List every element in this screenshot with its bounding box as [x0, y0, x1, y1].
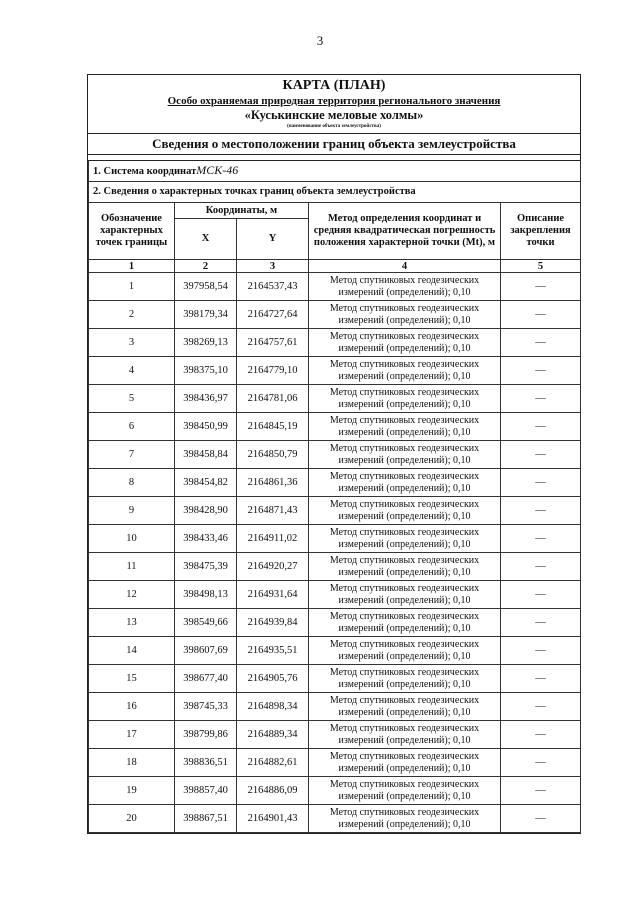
table-row: [89, 721, 581, 749]
y-coordinate-cell: 2164920,27: [237, 553, 309, 581]
description-cell: —: [501, 525, 581, 553]
description-cell: —: [501, 805, 581, 833]
table-row: [89, 301, 581, 329]
point-number-cell: 5: [89, 385, 175, 413]
y-coordinate-cell: 2164757,61: [237, 329, 309, 357]
point-number-cell: 19: [89, 777, 175, 805]
method-cell: Метод спутниковых геодезических измерений (определений); 0,10: [309, 385, 501, 413]
y-coordinate-cell: 2164886,09: [237, 777, 309, 805]
table-row: [89, 273, 581, 301]
y-coordinate-cell: 2164901,43: [237, 805, 309, 833]
x-coordinate-cell: 398454,82: [175, 469, 237, 497]
y-coordinate-cell: 2164889,34: [237, 721, 309, 749]
table-row: [89, 581, 581, 609]
description-cell: —: [501, 553, 581, 581]
description-cell: —: [501, 721, 581, 749]
coordinate-system-label: 1. Система координат: [93, 166, 197, 177]
point-number-cell: 3: [89, 329, 175, 357]
point-number-cell: 16: [89, 693, 175, 721]
method-cell: Метод спутниковых геодезических измерений (определений); 0,10: [309, 329, 501, 357]
y-coordinate-cell: 2164871,43: [237, 497, 309, 525]
method-cell: Метод спутниковых геодезических измерений (определений); 0,10: [309, 357, 501, 385]
table-row: [89, 441, 581, 469]
point-number-cell: 9: [89, 497, 175, 525]
page-number: 3: [316, 33, 324, 48]
point-number-cell: 6: [89, 413, 175, 441]
point-number-cell: 18: [89, 749, 175, 777]
header-designation: Обозначение характерных точек границы: [89, 203, 175, 260]
point-number-cell: 1: [89, 273, 175, 301]
y-coordinate-cell: 2164931,64: [237, 581, 309, 609]
method-cell: Метод спутниковых геодезических измерений (определений); 0,10: [309, 721, 501, 749]
header-coordinates: Координаты, м: [175, 203, 309, 219]
x-coordinate-cell: 398179,34: [175, 301, 237, 329]
header-row: [89, 203, 581, 219]
point-number-cell: 15: [89, 665, 175, 693]
table-row: [89, 609, 581, 637]
description-cell: —: [501, 497, 581, 525]
x-coordinate-cell: 398375,10: [175, 357, 237, 385]
coordinate-system-value: МСК-46: [196, 163, 239, 177]
point-number-cell: 12: [89, 581, 175, 609]
method-cell: Метод спутниковых геодезических измерений (определений); 0,10: [309, 497, 501, 525]
table-row: [89, 553, 581, 581]
method-cell: Метод спутниковых геодезических измерений (определений); 0,10: [309, 777, 501, 805]
y-coordinate-cell: 2164939,84: [237, 609, 309, 637]
x-coordinate-cell: 398549,66: [175, 609, 237, 637]
y-coordinate-cell: 2164882,61: [237, 749, 309, 777]
y-coordinate-cell: 2164861,36: [237, 469, 309, 497]
table-row: [89, 525, 581, 553]
table-row: [89, 385, 581, 413]
description-cell: —: [501, 301, 581, 329]
y-coordinate-cell: 2164845,19: [237, 413, 309, 441]
description-cell: —: [501, 441, 581, 469]
table-row: [89, 805, 581, 833]
y-coordinate-cell: 2164850,79: [237, 441, 309, 469]
header-x: X: [175, 219, 237, 260]
x-coordinate-cell: 398458,84: [175, 441, 237, 469]
table-row: [89, 693, 581, 721]
y-coordinate-cell: 2164898,34: [237, 693, 309, 721]
table-row: [89, 413, 581, 441]
points-section-label: 2. Сведения о характерных точках границ объекта землеустройства: [89, 182, 581, 203]
header-y: Y: [237, 219, 309, 260]
x-coordinate-cell: 398857,40: [175, 777, 237, 805]
object-caption: (наименование объекта землеустройства): [287, 124, 381, 129]
column-numbers-row: [89, 260, 581, 273]
section-title: Сведения о местоположении границ объекта землеустройства: [88, 133, 580, 155]
x-coordinate-cell: 398867,51: [175, 805, 237, 833]
point-number-cell: 13: [89, 609, 175, 637]
table-row: [89, 469, 581, 497]
point-number-cell: 11: [89, 553, 175, 581]
y-coordinate-cell: 2164779,10: [237, 357, 309, 385]
description-cell: —: [501, 469, 581, 497]
method-cell: Метод спутниковых геодезических измерений (определений); 0,10: [309, 469, 501, 497]
x-coordinate-cell: 398836,51: [175, 749, 237, 777]
method-cell: Метод спутниковых геодезических измерений (определений); 0,10: [309, 553, 501, 581]
method-cell: Метод спутниковых геодезических измерений (определений); 0,10: [309, 441, 501, 469]
x-coordinate-cell: 398799,86: [175, 721, 237, 749]
point-number-cell: 17: [89, 721, 175, 749]
description-cell: —: [501, 665, 581, 693]
method-cell: Метод спутниковых геодезических измерений (определений); 0,10: [309, 805, 501, 833]
point-number-cell: 7: [89, 441, 175, 469]
method-cell: Метод спутниковых геодезических измерений (определений); 0,10: [309, 301, 501, 329]
method-cell: Метод спутниковых геодезических измерений (определений); 0,10: [309, 525, 501, 553]
method-cell: Метод спутниковых геодезических измерений (определений); 0,10: [309, 609, 501, 637]
table-row: [89, 777, 581, 805]
x-coordinate-cell: 397958,54: [175, 273, 237, 301]
header-description: Описание закрепления точки: [501, 203, 581, 260]
point-number-cell: 8: [89, 469, 175, 497]
y-coordinate-cell: 2164537,43: [237, 273, 309, 301]
description-cell: —: [501, 273, 581, 301]
x-coordinate-cell: 398607,69: [175, 637, 237, 665]
description-cell: —: [501, 777, 581, 805]
method-cell: Метод спутниковых геодезических измерений (определений); 0,10: [309, 637, 501, 665]
point-number-cell: 20: [89, 805, 175, 833]
description-cell: —: [501, 413, 581, 441]
table-row: [89, 637, 581, 665]
doc-title: КАРТА (ПЛАН): [282, 78, 386, 93]
table-row: [89, 497, 581, 525]
boundary-document: [87, 74, 581, 834]
description-cell: —: [501, 609, 581, 637]
description-cell: —: [501, 357, 581, 385]
description-cell: —: [501, 637, 581, 665]
table-row: [89, 357, 581, 385]
y-coordinate-cell: 2164935,51: [237, 637, 309, 665]
x-coordinate-cell: 398450,99: [175, 413, 237, 441]
doc-subtitle: Особо охраняемая природная территория регионального значения: [167, 95, 501, 107]
description-cell: —: [501, 385, 581, 413]
method-cell: Метод спутниковых геодезических измерений (определений); 0,10: [309, 273, 501, 301]
points-table: [88, 160, 581, 833]
coordinate-system-row: [89, 161, 581, 182]
table-row: [89, 665, 581, 693]
x-coordinate-cell: 398269,13: [175, 329, 237, 357]
title-block: [88, 75, 580, 133]
method-cell: Метод спутниковых геодезических измерений (определений); 0,10: [309, 749, 501, 777]
method-cell: Метод спутниковых геодезических измерений (определений); 0,10: [309, 581, 501, 609]
point-number-cell: 14: [89, 637, 175, 665]
column-number: 2: [175, 260, 237, 273]
method-cell: Метод спутниковых геодезических измерений (определений); 0,10: [309, 693, 501, 721]
y-coordinate-cell: 2164781,06: [237, 385, 309, 413]
column-number: 1: [89, 260, 175, 273]
description-cell: —: [501, 329, 581, 357]
y-coordinate-cell: 2164727,64: [237, 301, 309, 329]
x-coordinate-cell: 398433,46: [175, 525, 237, 553]
method-cell: Метод спутниковых геодезических измерений (определений); 0,10: [309, 413, 501, 441]
table-row: [89, 749, 581, 777]
x-coordinate-cell: 398475,39: [175, 553, 237, 581]
table-row: [89, 329, 581, 357]
description-cell: —: [501, 693, 581, 721]
x-coordinate-cell: 398428,90: [175, 497, 237, 525]
y-coordinate-cell: 2164911,02: [237, 525, 309, 553]
x-coordinate-cell: 398498,13: [175, 581, 237, 609]
column-number: 5: [501, 260, 581, 273]
x-coordinate-cell: 398677,40: [175, 665, 237, 693]
point-number-cell: 10: [89, 525, 175, 553]
column-number: 3: [237, 260, 309, 273]
description-cell: —: [501, 581, 581, 609]
description-cell: —: [501, 749, 581, 777]
object-name: «Куськинские меловые холмы»: [244, 108, 424, 122]
point-number-cell: 2: [89, 301, 175, 329]
x-coordinate-cell: 398436,97: [175, 385, 237, 413]
x-coordinate-cell: 398745,33: [175, 693, 237, 721]
column-number: 4: [309, 260, 501, 273]
method-cell: Метод спутниковых геодезических измерений (определений); 0,10: [309, 665, 501, 693]
point-number-cell: 4: [89, 357, 175, 385]
header-method: Метод определения координат и средняя квадратическая погрешность положения характерной точки (Mt), м: [309, 203, 501, 260]
y-coordinate-cell: 2164905,76: [237, 665, 309, 693]
